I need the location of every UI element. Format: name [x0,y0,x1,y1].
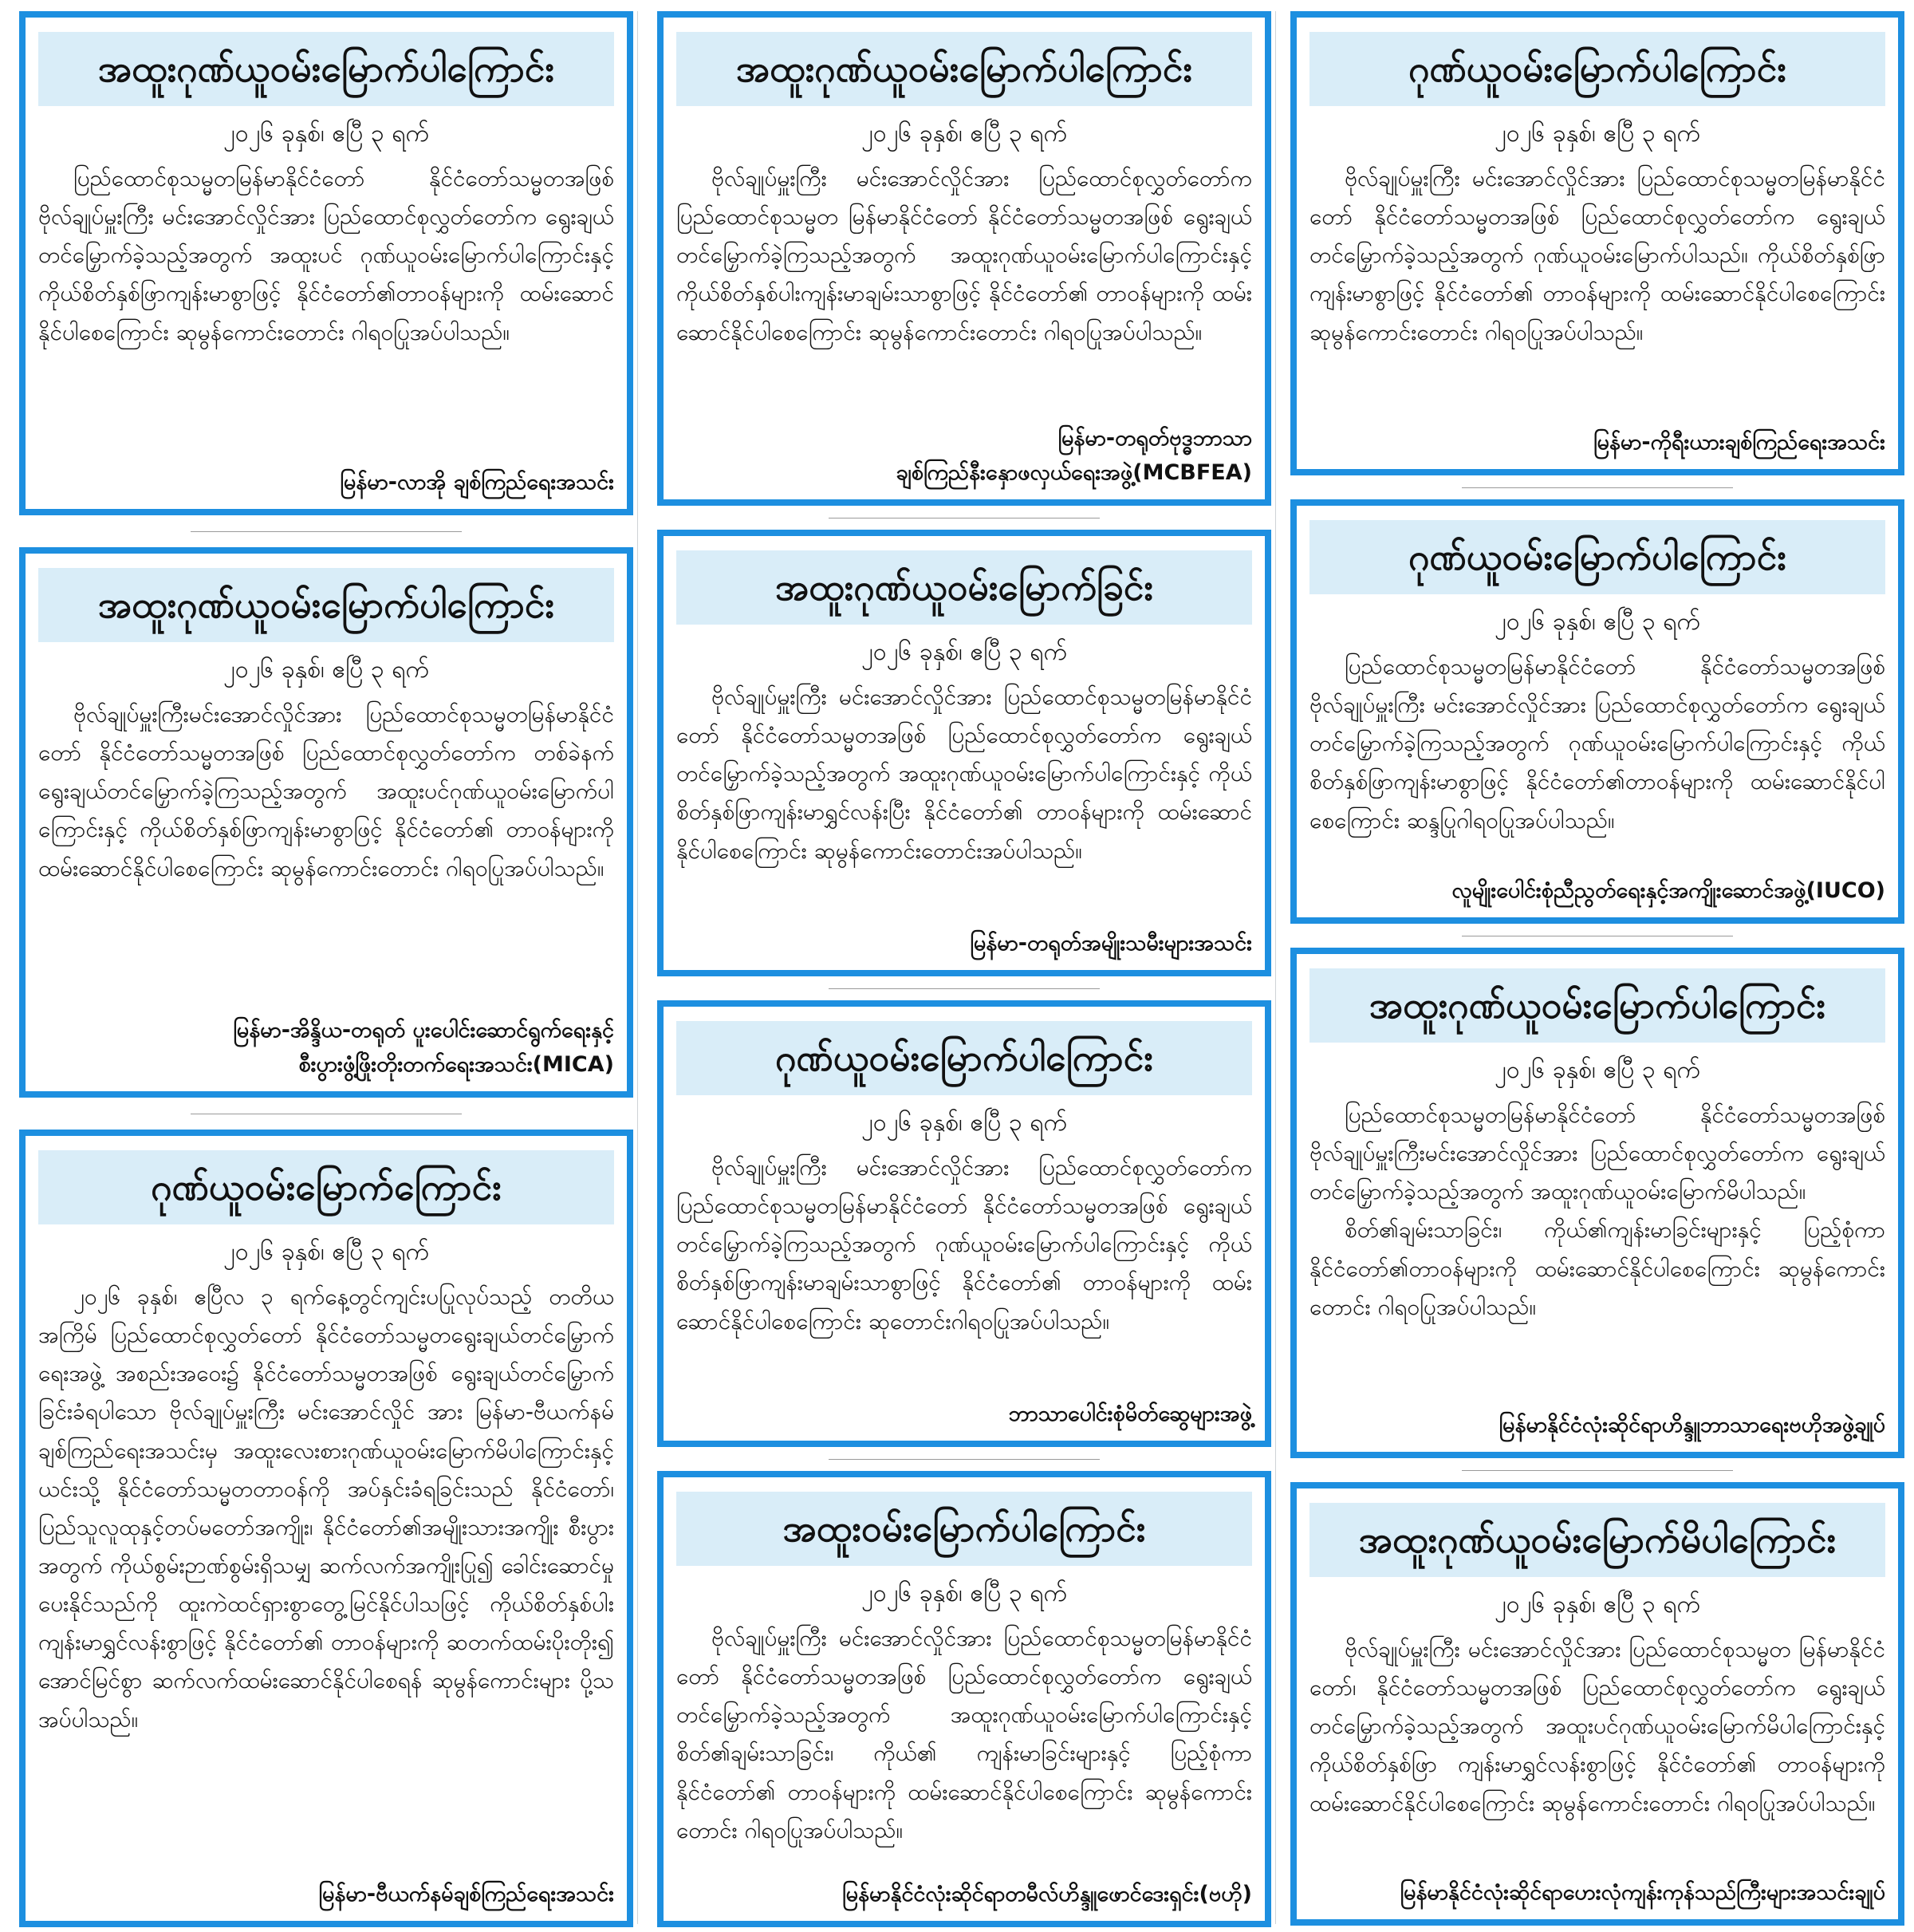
notice-body [38,160,614,460]
notice-paragraph: ဗိုလ်ချုပ်မှူးကြီး မင်းအောင်လှိုင်အား ပြည်ထောင်စုလွှတ်တော်က ပြည်ထောင်စုသမ္မတ မြန်မာနိုင်ငံတော် နိုင်ငံတော်သမ္မတအဖြစ် ရွေးချယ်တင်မြှောက်ခဲ့ကြသည့်အတွက် အထူးဂုဏ်ယူဝမ်းမြောက်ပါကြောင်းနှင့် ကိုယ်စိတ်နှစ်ပါးကျန်းမာချမ်းသာစွာဖြင့် နိုင်ငံတော်၏ တာဝန်များကို ထမ်းဆောင်နိုင်ပါစေကြောင်း ဆုမွန်ကောင်းတောင်း ဂါရဝပြုအပ်ပါသည်။ [676,164,1252,345]
notice-signature: လူမျိုးပေါင်းစုံညီညွတ်ရေးနှင့်အကျိုးဆောင်အဖွဲ့(IUCO) [1451,877,1885,903]
column-divider [637,11,638,1924]
notice-separator [1290,475,1904,499]
congratulation-notice [19,547,633,1098]
notice-paragraph: ဗိုလ်ချုပ်မှူးကြီး မင်းအောင်လှိုင်အား ပြည်ထောင်စုသမ္မတမြန်မာနိုင်ငံတော် နိုင်ငံတော်သမ္မတအဖြစ် ပြည်ထောင်စုလွှတ်တော်က ရွေးချယ်တင်မြှောက်ခဲ့သည့်အတွက် အထူးဂုဏ်ယူဝမ်းမြောက်ပါကြောင်းနှင့် ကိုယ်စိတ်နှစ်ဖြာကျန်းမာရွှင်လန်းပြီး နိုင်ငံတော်၏ တာဝန်များကို ထမ်းဆောင်နိုင်ပါစေကြောင်း ဆုမွန်ကောင်းတောင်းအပ်ပါသည်။ [676,683,1252,864]
notice-signature: မြန်မာနိုင်ငံလုံးဆိုင်ရာတမီလ်ဟိန္ဒူဖောင်ဒေးရှင်း(ဗဟို) [842,1881,1252,1906]
congratulation-notice [1290,499,1904,924]
notice-title: ဂုဏ်ယူဝမ်းမြောက်ပါကြောင်း [1309,32,1885,106]
congratulation-notice [1290,948,1904,1458]
notice-title: အထူးဂုဏ်ယူဝမ်းမြောက်မိပါကြောင်း [1309,1503,1885,1577]
notice-body [38,696,614,1008]
notice-paragraph: စိတ်၏ချမ်းသာခြင်း၊ ကိုယ်၏ကျန်းမာခြင်းများနှင့် ပြည့်စုံကာ နိုင်ငံတော်၏တာဝန်များကို ထမ်းဆောင်နိုင်ပါစေကြောင်း ဆုမွန်ကောင်းတောင်း ဂါရဝပြုအပ်ပါသည်။ [1309,1216,1885,1320]
notice-body [676,1619,1252,1872]
column-divider [1275,11,1276,1924]
notice-signature [38,1013,614,1082]
notice-signature: မြန်မာ-ဗီယက်နမ်ချစ်ကြည်ရေးအသင်း [318,1881,614,1906]
notice-date: ၂၀၂၆ ခုနှစ်၊ ဧပြီ ၃ ရက် [223,1237,429,1266]
notice-paragraph: ၂၀၂၆ ခုနှစ်၊ ဧပြီလ ၃ ရက်နေ့တွင်ကျင်းပပြုလုပ်သည့် တတိယအကြိမ် ပြည်ထောင်စုလွှတ်တော် နိုင်ငံတော်သမ္မတရွေးချယ်တင်မြှောက်ရေးအဖွဲ့ အစည်းအဝေး၌ နိုင်ငံတော်သမ္မတအဖြစ် ရွေးချယ်တင်မြှောက်ခြင်းခံရပါသော ဗိုလ်ချုပ်မှူးကြီး မင်းအောင်လှိုင် အား မြန်မာ-ဗီယက်နမ်ချစ်ကြည်ရေးအသင်းမှ အထူးလေးစားဂုဏ်ယူဝမ်းမြောက်မိပါကြောင်းနှင့် ယင်းသို့ နိုင်ငံတော်သမ္မတတာဝန်ကို အပ်နှင်းခံရခြင်းသည် နိုင်ငံတော်၊ ပြည်သူလူထုနှင့်တပ်မတော်အကျိုး၊ နိုင်ငံတော်၏အမျိုးသားအကျိုး စီးပွားအတွက် ကိုယ်စွမ်းဉာဏ်စွမ်းရှိသမျှ ဆက်လက်အကျိုးပြု၍ ခေါင်းဆောင်မှုပေးနိုင်သည်ကို ထူးကဲထင်ရှားစွာတွေ့မြင်နိုင်ပါသဖြင့် ကိုယ်စိတ်နှစ်ပါးကျန်းမာရွှင်လန်းစွာဖြင့် နိုင်ငံတော်၏ တာဝန်များကို ဆတက်ထမ်းပိုးတိုး၍ အောင်မြင်စွာ ဆက်လက်ထမ်းဆောင်နိုင်ပါစေရန် ဆုမွန်ကောင်းများ ပို့သအပ်ပါသည်။ [38,1283,614,1733]
notice-separator [657,976,1271,1000]
signature-line: မြန်မာ-အိန္ဒိယ-တရုတ် ပူးပေါင်းဆောင်ရွက်ရေးနှင့် [233,1017,614,1043]
signature-line: စီးပွားဖွံ့ဖြိုးတိုးတက်ရေးအသင်း(MICA) [298,1051,614,1077]
notice-title: အထူးဂုဏ်ယူဝမ်းမြောက်ခြင်း [676,550,1252,625]
notice-date: ၂၀၂၆ ခုနှစ်၊ ဧပြီ ၃ ရက် [223,119,429,148]
congratulation-notice [657,1000,1271,1447]
notice-date: ၂၀၂၆ ခုနှစ်၊ ဧပြီ ၃ ရက် [861,1108,1067,1137]
notice-signature [676,421,1252,490]
notice-paragraph: ဗိုလ်ချုပ်မှူးကြီး မင်းအောင်လှိုင်အား ပြည်ထောင်စုသမ္မတမြန်မာနိုင်ငံတော် နိုင်ငံတော်သမ္မတအဖြစ် ပြည်ထောင်စုလွှတ်တော်က ရွေးချယ်တင်မြှောက်ခဲ့သည့်အတွက် ဂုဏ်ယူဝမ်းမြောက်ပါသည်။ ကိုယ်စိတ်နှစ်ဖြာကျန်းမာစွာဖြင့် နိုင်ငံတော်၏ တာဝန်များကို ထမ်းဆောင်နိုင်ပါစေကြောင်း ဆုမွန်ကောင်းတောင်း ဂါရဝပြုအပ်ပါသည်။ [1309,164,1885,345]
congratulation-notice [1290,11,1904,475]
notice-paragraph: ဗိုလ်ချုပ်မှူးကြီး မင်းအောင်လှိုင်အား ပြည်ထောင်စုလွှတ်တော်က ပြည်ထောင်စုသမ္မတမြန်မာနိုင်ငံတော် နိုင်ငံတော်သမ္မတအဖြစ် ရွေးချယ်တင်မြှောက်ခဲ့ကြသည့်အတွက် ဂုဏ်ယူဝမ်းမြောက်ပါကြောင်းနှင့် ကိုယ်စိတ်နှစ်ဖြာကျန်းမာချမ်းသာစွာဖြင့် နိုင်ငံတော်၏ တာဝန်များကို ထမ်းဆောင်နိုင်ပါစေကြောင်း ဆုတောင်းဂါရဝပြုအပ်ပါသည်။ [676,1153,1252,1335]
notice-body [676,160,1252,416]
column-middle [657,11,1271,1927]
congratulation-notice [19,1130,633,1927]
notice-date: ၂၀၂၆ ခုနှစ်၊ ဧပြီ ၃ ရက် [861,1579,1067,1607]
notice-title: ဂုဏ်ယူဝမ်းမြောက်ပါကြောင်း [676,1021,1252,1095]
notice-body [1309,1630,1885,1871]
congratulation-notice [19,11,633,515]
notice-body [676,1149,1252,1392]
congratulation-notice [657,1471,1271,1927]
notice-date: ၂၀၂၆ ခုနှစ်၊ ဧပြီ ၃ ရက် [861,637,1067,666]
congratulation-notice [657,530,1271,976]
notice-date: ၂၀၂၆ ခုနှစ်၊ ဧပြီ ၃ ရက် [1495,607,1700,636]
notice-date: ၂၀၂၆ ခုနှစ်၊ ဧပြီ ၃ ရက် [1495,1590,1700,1619]
notice-signature: ဘာသာပေါင်းစုံမိတ်ဆွေများအဖွဲ့ [1008,1401,1252,1426]
notice-title: အထူးဂုဏ်ယူဝမ်းမြောက်ပါကြောင်း [1309,968,1885,1043]
notice-paragraph: ပြည်ထောင်စုသမ္မတမြန်မာနိုင်ငံတော် နိုင်ငံတော်သမ္မတအဖြစ် ဗိုလ်ချုပ်မှူးကြီး မင်းအောင်လှိုင်အား ပြည်ထောင်စုလွှတ်တော်က ရွေးချယ်တင်မြှောက်ခဲ့ကြသည့်အတွက် ဂုဏ်ယူဝမ်းမြောက်ပါကြောင်းနှင့် ကိုယ်စိတ်နှစ်ဖြာကျန်းမာစွာဖြင့် နိုင်ငံတော်၏တာဝန်များကို ထမ်းဆောင်နိုင်ပါစေကြောင်း ဆန္ဒပြုဂါရဝပြုအပ်ပါသည်။ [1309,653,1885,834]
notice-signature: မြန်မာ-လာအို ချစ်ကြည်ရေးအသင်း [340,469,614,495]
notice-body [1309,160,1885,420]
notice-separator [1290,924,1904,948]
notice-paragraph: ဗိုလ်ချုပ်မှူးကြီးမင်းအောင်လှိုင်အား ပြည်ထောင်စုသမ္မတမြန်မာနိုင်ငံတော် နိုင်ငံတော်သမ္မတအဖြစ် ပြည်ထောင်စုလွှတ်တော်က တစ်ခဲနက်ရွေးချယ်တင်မြှောက်ခဲ့ကြသည့်အတွက် အထူးပင်ဂုဏ်ယူဝမ်းမြောက်ပါကြောင်းနှင့် ကိုယ်စိတ်နှစ်ဖြာကျန်းမာစွာဖြင့် နိုင်ငံတော်၏ တာဝန်များကို ထမ်းဆောင်နိုင်ပါစေကြောင်း ဆုမွန်ကောင်းတောင်း ဂါရဝပြုအပ်ပါသည်။ [38,700,614,881]
notice-date: ၂၀၂၆ ခုနှစ်၊ ဧပြီ ၃ ရက် [861,119,1067,148]
notice-date: ၂၀၂၆ ခုနှစ်၊ ဧပြီ ၃ ရက် [1495,1055,1700,1084]
congratulation-notice [657,11,1271,506]
notice-title: အထူးဂုဏ်ယူဝမ်းမြောက်ပါကြောင်း [38,568,614,642]
notice-paragraph: ဗိုလ်ချုပ်မှူးကြီး မင်းအောင်လှိုင်အား ပြည်ထောင်စုသမ္မတမြန်မာနိုင်ငံတော် နိုင်ငံတော်သမ္မတအဖြစ် ပြည်ထောင်စုလွှတ်တော်က ရွေးချယ်တင်မြှောက်ခဲ့သည့်အတွက် အထူးဂုဏ်ယူဝမ်းမြောက်ပါကြောင်းနှင့် စိတ်၏ချမ်းသာခြင်း၊ ကိုယ်၏ ကျန်းမာခြင်းများနှင့် ပြည့်စုံကာ နိုင်ငံတော်၏ တာဝန်များကို ထမ်းဆောင်နိုင်ပါစေကြောင်း ဆုမွန်ကောင်းတောင်း ဂါရဝပြုအပ်ပါသည်။ [676,1624,1252,1843]
notice-signature: မြန်မာ-တရုတ်အမျိုးသမီးများအသင်း [970,930,1252,956]
notice-date: ၂၀၂၆ ခုနှစ်၊ ဧပြီ ၃ ရက် [223,655,429,684]
congratulation-notice [1290,1482,1904,1926]
notice-title: ဂုဏ်ယူဝမ်းမြောက်ကြောင်း [38,1150,614,1224]
notice-signature: မြန်မာနိုင်ငံလုံးဆိုင်ရာဟေးလုံကျန်းကုန်သည်ကြီးများအသင်းချုပ် [1400,1879,1885,1905]
column-right [1290,11,1904,1926]
notice-title: ဂုဏ်ယူဝမ်းမြောက်ပါကြောင်း [1309,520,1885,594]
notice-paragraph: ဗိုလ်ချုပ်မှူးကြီး မင်းအောင်လှိုင်အား ပြည်ထောင်စုသမ္မတ မြန်မာနိုင်ငံတော်၊ နိုင်ငံတော်သမ္မတအဖြစ် ပြည်ထောင်စုလွှတ်တော်က ရွေးချယ်တင်မြှောက်ခဲ့သည့်အတွက် အထူးပင်ဂုဏ်ယူဝမ်းမြောက်မိပါကြောင်းနှင့် ကိုယ်စိတ်နှစ်ဖြာ ကျန်းမာရွှင်လန်းစွာဖြင့် နိုင်ငံတော်၏ တာဝန်များကို ထမ်းဆောင်နိုင်ပါစေကြောင်း ဆုမွန်ကောင်းတောင်း ဂါရဝပြုအပ်ပါသည်။ [1309,1635,1885,1816]
notice-title: အထူးဝမ်းမြောက်ပါကြောင်း [676,1492,1252,1566]
notice-title: အထူးဂုဏ်ယူဝမ်းမြောက်ပါကြောင်း [676,32,1252,106]
notice-paragraph: ပြည်ထောင်စုသမ္မတမြန်မာနိုင်ငံတော် နိုင်ငံတော်သမ္မတအဖြစ် ဗိုလ်ချုပ်မှူးကြီး မင်းအောင်လှိုင်အား ပြည်ထောင်စုလွှတ်တော်က ရွေးချယ်တင်မြှောက်ခဲ့သည့်အတွက် အထူးပင် ဂုဏ်ယူဝမ်းမြောက်ပါကြောင်းနှင့် ကိုယ်စိတ်နှစ်ဖြာကျန်းမာစွာဖြင့် နိုင်ငံတော်၏တာဝန်များကို ထမ်းဆောင်နိုင်ပါစေကြောင်း ဆုမွန်ကောင်းတောင်း ဂါရဝပြုအပ်ပါသည်။ [38,164,614,345]
notice-title: အထူးဂုဏ်ယူဝမ်းမြောက်ပါကြောင်း [38,32,614,106]
notice-body [676,678,1252,921]
notice-separator [1290,1458,1904,1482]
notice-signature: မြန်မာနိုင်ငံလုံးဆိုင်ရာဟိန္ဒူဘာသာရေးဗဟိုအဖွဲ့ချုပ် [1499,1412,1885,1437]
signature-line: ချစ်ကြည်နီးနှောဖလှယ်ရေးအဖွဲ့(MCBFEA) [896,459,1252,485]
notice-paragraph: ပြည်ထောင်စုသမ္မတမြန်မာနိုင်ငံတော် နိုင်ငံတော်သမ္မတအဖြစ် ဗိုလ်ချုပ်မှူးကြီးမင်းအောင်လှိုင်အား ပြည်ထောင်စုလွှတ်တော်က ရွေးချယ်တင်မြှောက်ခဲ့သည့်အတွက် အထူးဂုဏ်ယူဝမ်းမြောက်မိပါသည်။ [1309,1101,1885,1205]
notice-signature: မြန်မာ-ကိုရီးယားချစ်ကြည်ရေးအသင်း [1593,429,1885,455]
notice-separator [657,506,1271,530]
notice-separator [19,1098,633,1130]
notice-separator [19,515,633,547]
column-left [19,11,633,1927]
notice-body [1309,648,1885,869]
notice-date: ၂၀၂၆ ခုနှစ်၊ ဧပြီ ၃ ရက် [1495,119,1700,148]
signature-line: မြန်မာ-တရုတ်ဗုဒ္ဓဘာသာ [1057,425,1252,451]
notice-body [1309,1096,1885,1403]
notice-separator [657,1447,1271,1471]
notice-body [38,1278,614,1872]
